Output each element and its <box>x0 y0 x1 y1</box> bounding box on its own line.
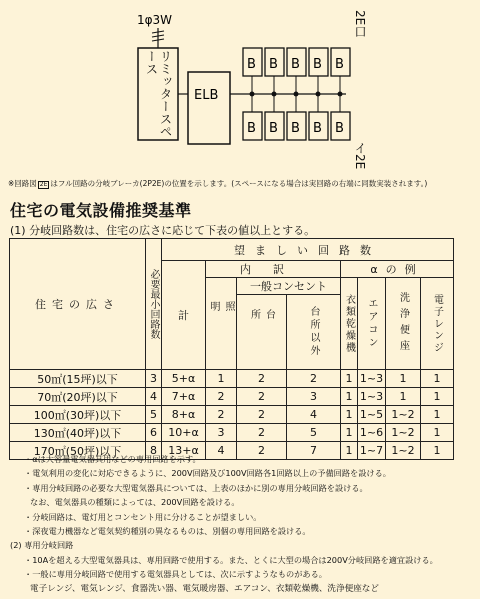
section-1-title: (1) 分岐回路数は、住宅の広さに応じて下表の値以上とする。 <box>10 224 316 237</box>
svg-text:B: B <box>269 57 278 72</box>
bottom-breaker-row <box>243 112 350 140</box>
note-line: ・一般に専用分岐回路で使用する電気器具としては、次に示すようなものがある。 <box>24 569 327 580</box>
note-line: ・専用分岐回路の必要な大型電気器具については、上表のほかに別の専用分岐回路を設ける。 <box>24 482 368 493</box>
notes <box>10 452 476 596</box>
table-row: 100㎡(30坪)以下 5 8+α 2 2 4 1 1~5 1~2 1 <box>10 406 454 424</box>
svg-text:B: B <box>335 57 344 72</box>
table-row: 50㎡(15坪)以下 3 5+α 1 2 2 1 1~3 1 1 <box>10 370 454 388</box>
diagram-footnote: ※回路図 2E はフル回路の分岐ブレーカ(2P2E)の位置を示します。(スペースになる場合は実回路の右端に同数実装されます。) <box>8 179 428 188</box>
svg-text:B: B <box>247 57 256 72</box>
kitchen-other-header: 台所以外 <box>287 295 341 370</box>
desired-header: 望ましい回路数 <box>162 239 454 261</box>
svg-text:B: B <box>247 121 256 136</box>
kitchen-header: 台所 <box>237 295 287 370</box>
general-outlet-header: 一般コンセント <box>237 278 341 295</box>
table-row: 70㎡(20坪)以下 4 7+α 2 2 3 1 1~3 1 1 <box>10 388 454 406</box>
panel-diagram <box>0 0 480 190</box>
dryer-header: 衣類乾燥機 <box>341 278 358 370</box>
footnote-symbol: 2E <box>39 181 48 188</box>
elb-box <box>188 72 230 144</box>
svg-text:B: B <box>313 121 322 136</box>
lighting-header: 照明 <box>206 278 237 370</box>
note-line: なお、電気器具の種類によっては、200V回路を設ける。 <box>30 497 240 508</box>
page-title: 住宅の電気設備推奨基準 <box>10 201 192 220</box>
note-line: ・αは大容量電気器具用などの専用回路を示す。 <box>24 454 201 464</box>
circuit-table <box>9 238 454 460</box>
table-row: 130㎡(40坪)以下 6 10+α 3 2 5 1 1~6 1~2 1 <box>10 424 454 442</box>
elb-label: ELB <box>194 88 219 103</box>
aircon-header: エアコン <box>358 278 386 370</box>
bottom-2e-label: イ2E <box>353 142 367 170</box>
note-line: ・深夜電力機器など電気契約種別の異なるものは、別個の専用回路を設ける。 <box>24 526 311 537</box>
house-size-header: 住宅の広さ <box>10 239 146 370</box>
svg-text:B: B <box>269 121 278 136</box>
note-line: ・10Aを超える大型電気器具は、専用回路で使用する。また、とくに大型の場合は200V分岐回路を適宜設ける。 <box>24 554 438 565</box>
table-row: 170㎡(50坪)以下 8 13+α 4 2 7 1 1~7 1~2 1 <box>10 442 454 460</box>
svg-text:B: B <box>291 121 300 136</box>
section-2-title: (2) 専用分岐回路 <box>10 540 74 551</box>
top-breaker-row <box>243 48 350 76</box>
limiter-text: リミッタースペース <box>144 50 173 138</box>
total-header: 計 <box>162 261 206 370</box>
toilet-header: 洗浄便座 <box>386 278 421 370</box>
note-line: ・分岐回路は、電灯用とコンセント用に分けることが望ましい。 <box>24 511 262 522</box>
phase-label: 1φ3W <box>137 13 173 27</box>
svg-text:B: B <box>291 57 300 72</box>
svg-text:B: B <box>313 57 322 72</box>
svg-text:B: B <box>335 121 344 136</box>
breakdown-header: 内訳 <box>206 261 341 278</box>
example-header: αの例 <box>341 261 454 278</box>
min-circuits-header: 必要最小回路数 <box>146 239 162 370</box>
microwave-header: 電子レンジ <box>421 278 454 370</box>
top-2e-label: 2E口 <box>353 10 367 38</box>
note-line: ・電気利用の変化に対応できるように、200V回路及び100V回路各1回路以上の予備回路を設ける。 <box>24 468 391 479</box>
note-line: 電子レンジ、電気レンジ、食器洗い器、電気暖房器、エアコン、衣類乾燥機、洗浄便座など <box>30 583 379 594</box>
